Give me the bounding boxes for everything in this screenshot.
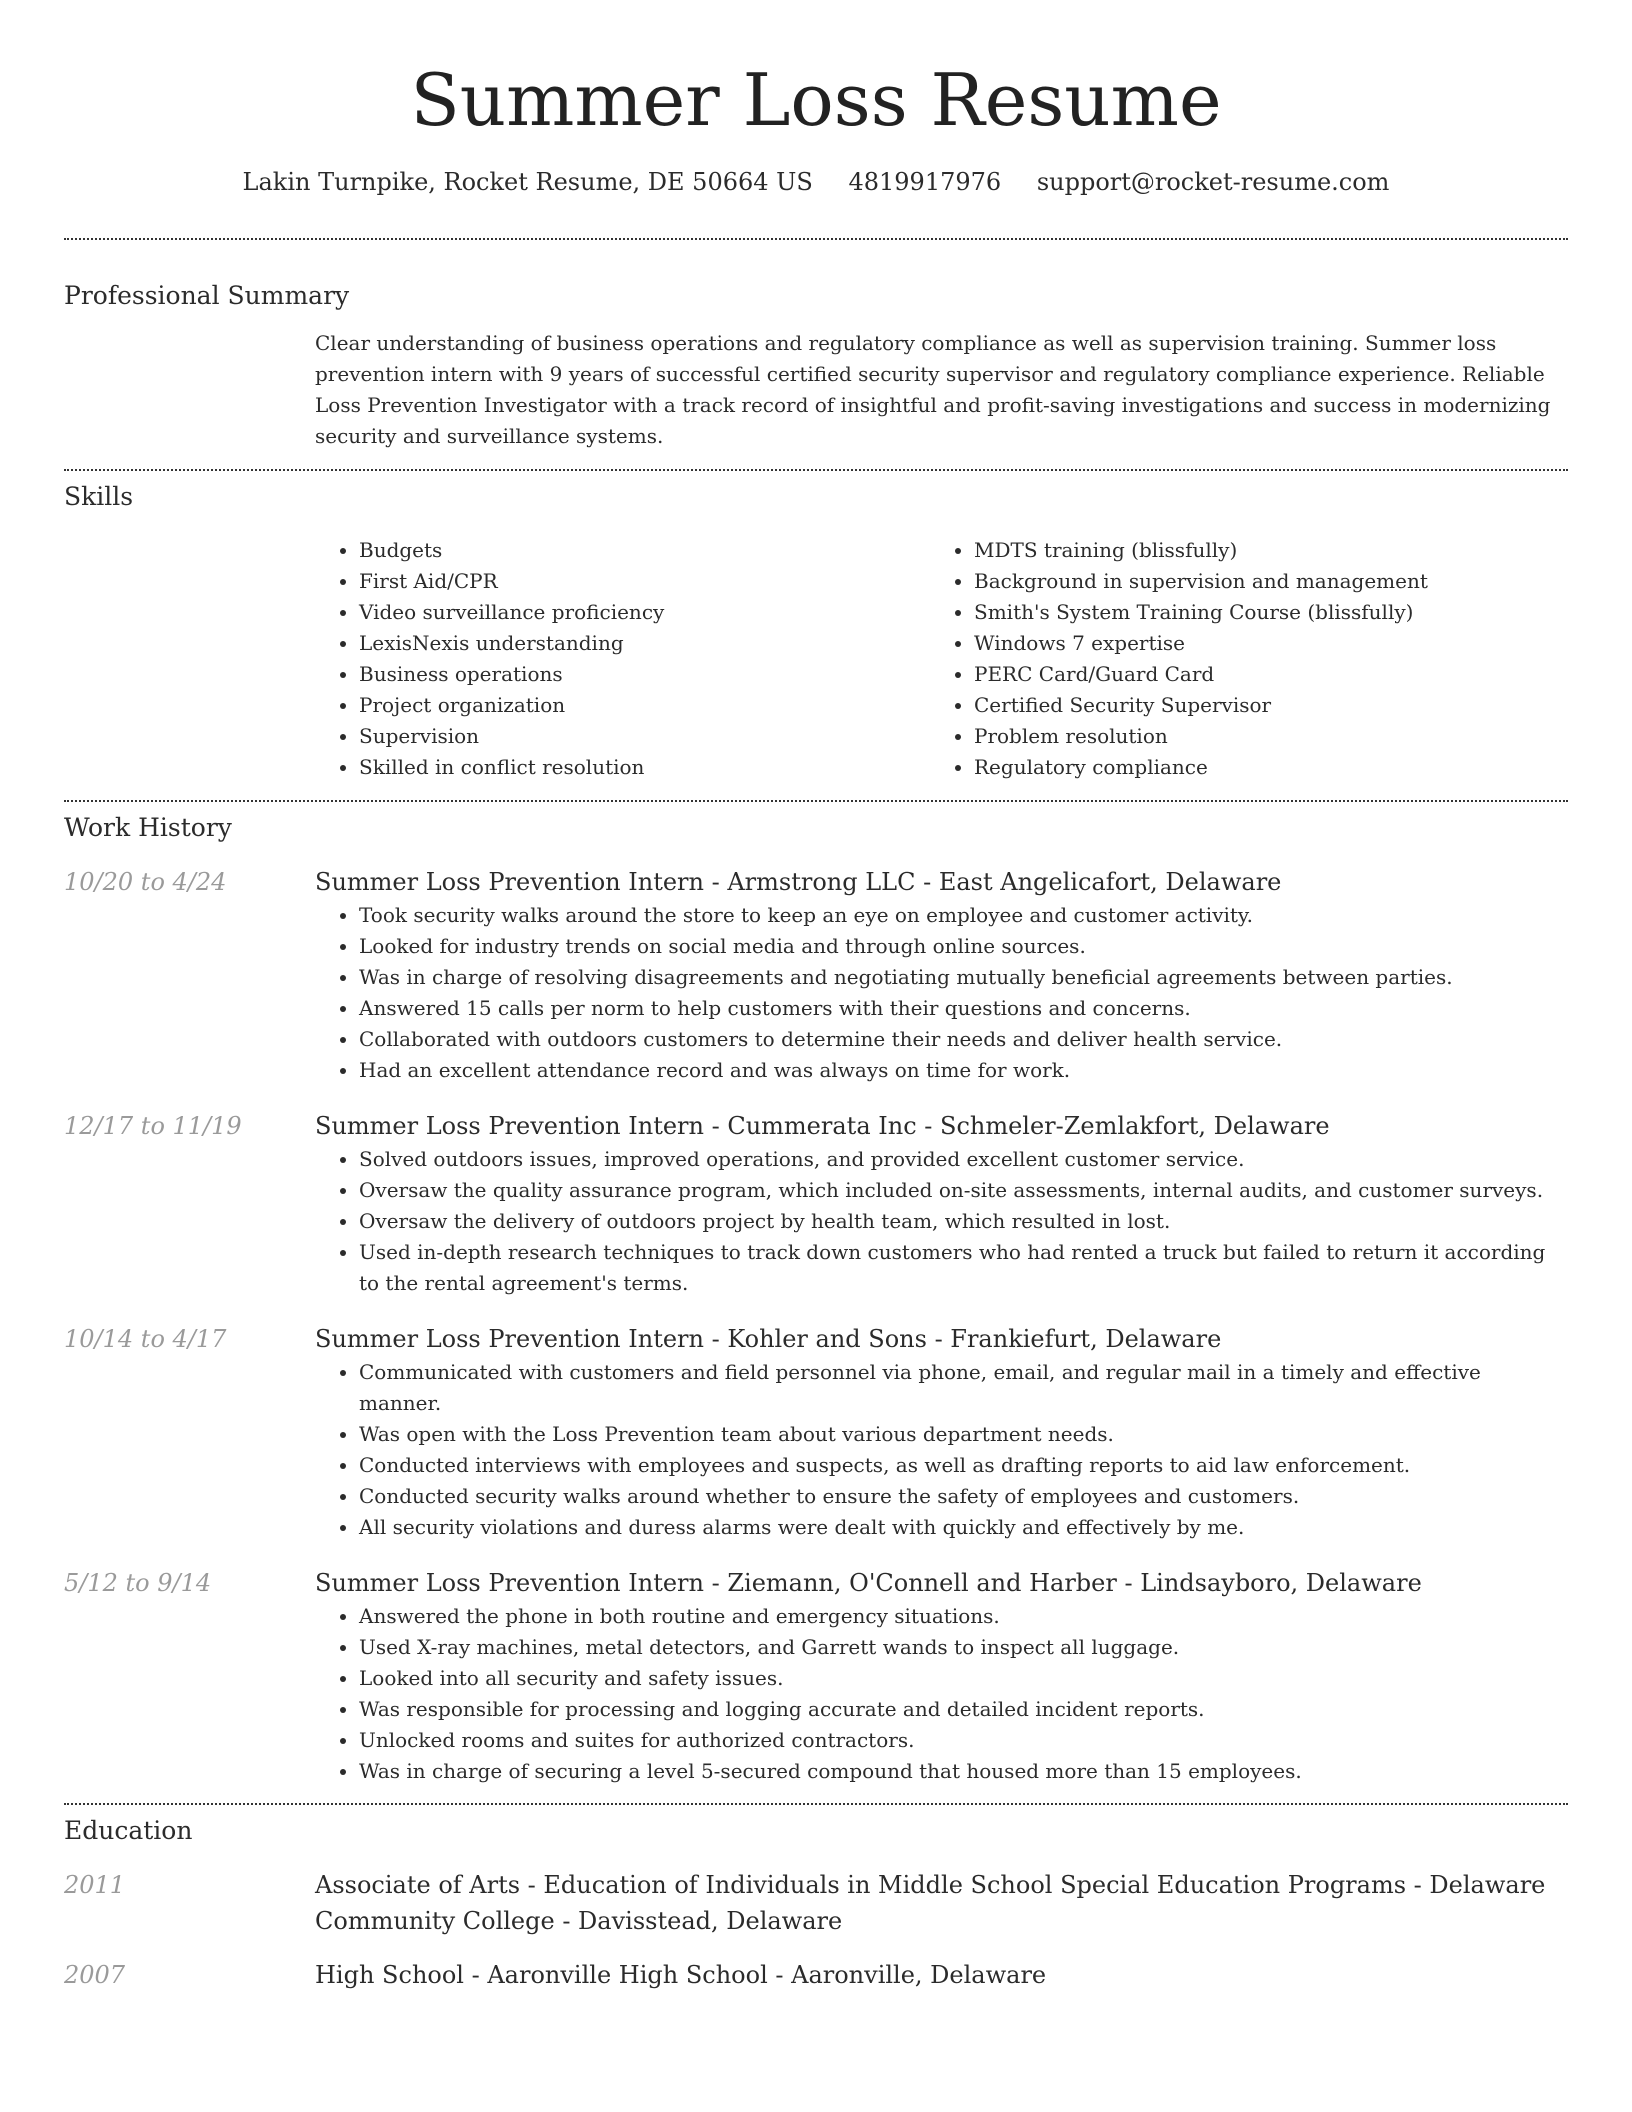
job-duty: • Oversaw the quality assurance program, which included on-site assessments, internal audits, and customer surveys. xyxy=(359,1175,1568,1206)
skill-item: • Smith's System Training Course (blissfully) xyxy=(974,597,1545,628)
job-entry xyxy=(64,1565,1568,1787)
education-date: 2011 xyxy=(64,1871,126,1899)
skill-item: • First Aid/CPR xyxy=(359,566,930,597)
job-duty: • Looked for industry trends on social media and through online sources. xyxy=(359,931,1568,962)
job-duties xyxy=(315,1601,1568,1787)
job-duty: • Was open with the Loss Prevention team about various department needs. xyxy=(359,1419,1568,1450)
skill-item: • Business operations xyxy=(359,659,930,690)
contact-phone: 4819917976 xyxy=(848,168,1002,196)
job-title: Summer Loss Prevention Intern - Ziemann, O'Connell and Harber - Lindsayboro, Delaware xyxy=(315,1569,1422,1597)
job-duties xyxy=(315,1144,1568,1299)
education-entry xyxy=(64,1867,1568,1939)
job-duty: • All security violations and duress alarms were dealt with quickly and effectively by me. xyxy=(359,1512,1568,1543)
job-duty: • Used in-depth research techniques to track down customers who had rented a truck but failed to return it according to the rental agreement's terms. xyxy=(359,1237,1568,1299)
skill-item: • Supervision xyxy=(359,721,930,752)
skills-column-right xyxy=(930,535,1545,783)
summary-section xyxy=(64,240,1568,452)
skill-item: • PERC Card/Guard Card xyxy=(974,659,1545,690)
job-duty: • Answered the phone in both routine and emergency situations. xyxy=(359,1601,1568,1632)
skill-item: • Skilled in conflict resolution xyxy=(359,752,930,783)
job-duty: • Looked into all security and safety issues. xyxy=(359,1663,1568,1694)
education-heading: Education xyxy=(64,1816,193,1845)
job-title: Summer Loss Prevention Intern - Kohler and Sons - Frankiefurt, Delaware xyxy=(315,1325,1222,1353)
work-heading: Work History xyxy=(64,813,232,842)
job-duty: • Solved outdoors issues, improved operations, and provided excellent customer service. xyxy=(359,1144,1568,1175)
job-title: Summer Loss Prevention Intern - Armstrong LLC - East Angelicafort, Delaware xyxy=(315,868,1282,896)
job-duty: • Communicated with customers and field personnel via phone, email, and regular mail in a timely and effective manner. xyxy=(359,1357,1568,1419)
skills-heading: Skills xyxy=(64,482,134,511)
education-date: 2007 xyxy=(64,1961,126,1989)
job-title: Summer Loss Prevention Intern - Cummerata Inc - Schmeler-Zemlakfort, Delaware xyxy=(315,1112,1330,1140)
job-date: 12/17 to 11/19 xyxy=(64,1112,242,1140)
job-duty: • Had an excellent attendance record and was always on time for work. xyxy=(359,1055,1568,1086)
job-date: 10/20 to 4/24 xyxy=(64,868,227,896)
job-duty: • Conducted security walks around whether to ensure the safety of employees and customers. xyxy=(359,1481,1568,1512)
summary-text: Clear understanding of business operations and regulatory compliance as well as supervision training. Summer loss prevention intern with 9 years of successful certified security supervisor and regulatory compliance experience. Reliable Loss Prevention Investigator with a track record of insightful and profit-saving investigations and success in modernizing security and surveillance systems. xyxy=(315,331,1551,448)
job-duty: • Unlocked rooms and suites for authorized contractors. xyxy=(359,1725,1568,1756)
skills-section xyxy=(64,471,1568,783)
job-entry xyxy=(64,1321,1568,1543)
job-duties xyxy=(315,1357,1568,1543)
job-entry xyxy=(64,864,1568,1086)
job-duty: • Was in charge of securing a level 5-secured compound that housed more than 15 employees. xyxy=(359,1756,1568,1787)
education-title: Associate of Arts - Education of Individuals in Middle School Special Education Programs - Delaware Community College - Davisstead, Delaware xyxy=(315,1871,1546,1935)
work-section xyxy=(64,802,1568,1787)
job-duty: • Answered 15 calls per norm to help customers with their questions and concerns. xyxy=(359,993,1568,1024)
job-duty: • Conducted interviews with employees and suspects, as well as drafting reports to aid law enforcement. xyxy=(359,1450,1568,1481)
skill-item: • Certified Security Supervisor xyxy=(974,690,1545,721)
skill-item: • Project organization xyxy=(359,690,930,721)
skills-columns xyxy=(315,535,1568,783)
job-duties xyxy=(315,900,1568,1086)
education-section xyxy=(64,1805,1568,1993)
skill-item: • LexisNexis understanding xyxy=(359,628,930,659)
contact-email: support@rocket-resume.com xyxy=(1036,168,1390,196)
skill-item: • Budgets xyxy=(359,535,930,566)
summary-heading: Professional Summary xyxy=(64,281,350,310)
job-duty: • Oversaw the delivery of outdoors project by health team, which resulted in lost. xyxy=(359,1206,1568,1237)
skill-item: • MDTS training (blissfully) xyxy=(974,535,1545,566)
job-duty: • Took security walks around the store to keep an eye on employee and customer activity. xyxy=(359,900,1568,931)
skill-item: • Video surveillance proficiency xyxy=(359,597,930,628)
skill-item: • Regulatory compliance xyxy=(974,752,1545,783)
job-duty: • Collaborated with outdoors customers to determine their needs and deliver health service. xyxy=(359,1024,1568,1055)
skills-column-left xyxy=(315,535,930,783)
job-duty: • Used X-ray machines, metal detectors, and Garrett wands to inspect all luggage. xyxy=(359,1632,1568,1663)
contact-line xyxy=(64,166,1568,198)
job-date: 5/12 to 9/14 xyxy=(64,1569,212,1597)
skill-item: • Windows 7 expertise xyxy=(974,628,1545,659)
job-duty: • Was responsible for processing and logging accurate and detailed incident reports. xyxy=(359,1694,1568,1725)
job-duty: • Was in charge of resolving disagreements and negotiating mutually beneficial agreements between parties. xyxy=(359,962,1568,993)
skill-item: • Background in supervision and management xyxy=(974,566,1545,597)
job-date: 10/14 to 4/17 xyxy=(64,1325,227,1353)
skill-item: • Problem resolution xyxy=(974,721,1545,752)
job-entry xyxy=(64,1108,1568,1299)
education-entry xyxy=(64,1957,1568,1993)
education-title: High School - Aaronville High School - Aaronville, Delaware xyxy=(315,1961,1047,1989)
contact-address: Lakin Turnpike, Rocket Resume, DE 50664 US xyxy=(242,168,813,196)
resume-name: Summer Loss Resume xyxy=(410,58,1222,142)
